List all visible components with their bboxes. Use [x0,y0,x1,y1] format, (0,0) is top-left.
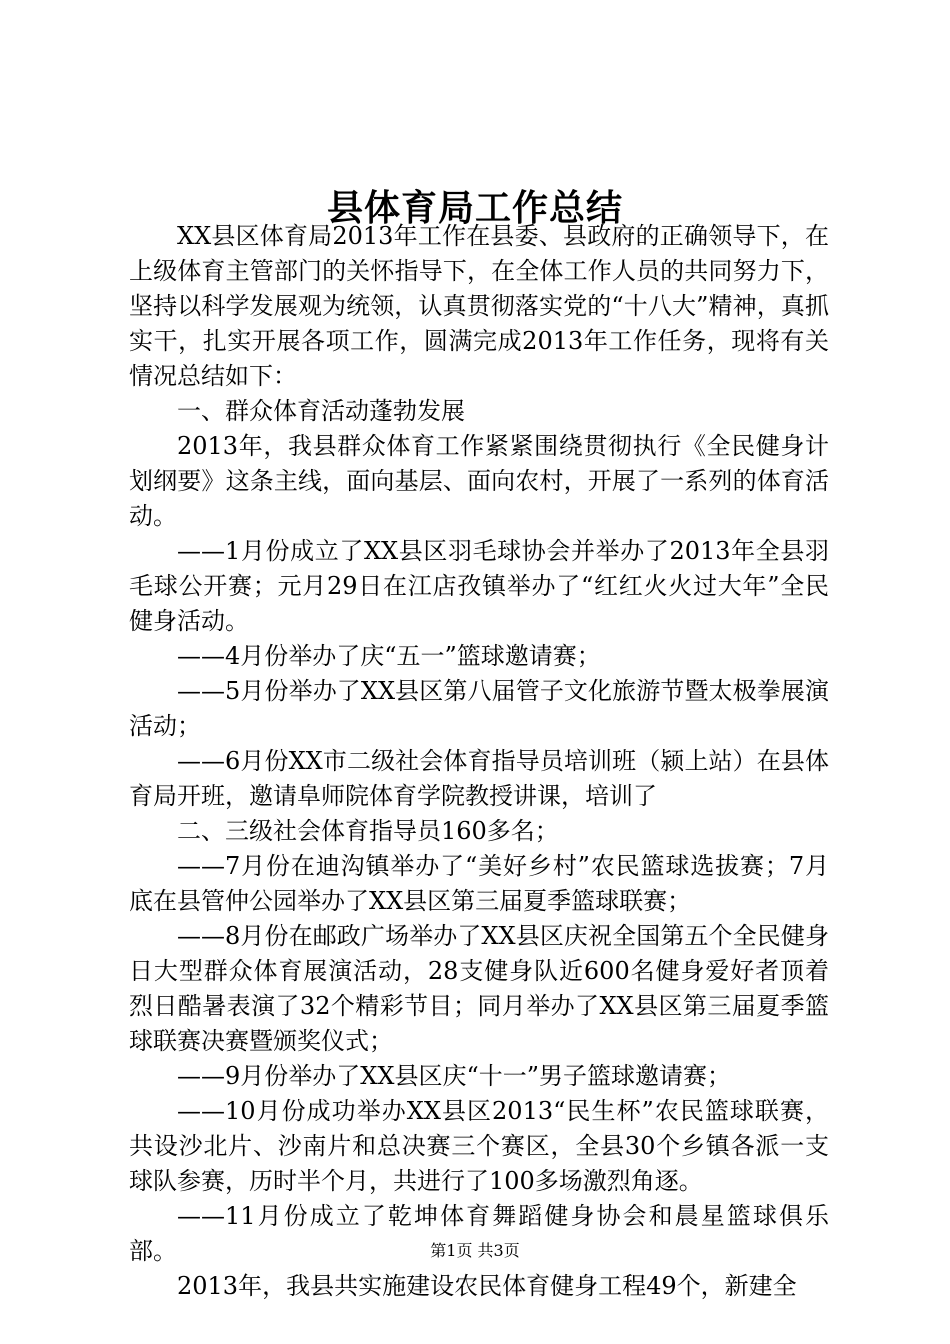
list-item-june: ——6月份XX市二级社会体育指导员培训班（颍上站）在县体育局开班，邀请阜师院体育学院教授讲课，培训了 [129,747,829,810]
page-footer: 第1页 共3页 [430,1241,520,1260]
section-heading-1: 一、群众体育活动蓬勃发展 [177,397,465,425]
list-item-november: ——11月份成立了乾坤体育舞蹈健身协会和晨星篮球俱乐部。 [129,1202,829,1265]
list-item-may: ——5月份举办了XX县区第八届管子文化旅游节暨太极拳展演活动； [129,677,829,740]
list-item-september: ——9月份举办了XX县区庆“十一”男子篮球邀请赛； [177,1062,731,1090]
list-item-august: ——8月份在邮政广场举办了XX县区庆祝全国第五个全民健身日大型群众体育展演活动，28支健身队近600名健身爱好者顶着烈日酷暑表演了32个精彩节目；同月举办了XX县区第三届夏季篮球联赛决赛暨颁奖仪式； [129,922,829,1055]
paragraph-overview: 2013年，我县群众体育工作紧紧围绕贯彻执行《全民健身计划纲要》这条主线，面向基层、面向农村，开展了一系列的体育活动。 [129,432,829,530]
paragraph-fitness-projects: 2013年，我县共实施建设农民体育健身工程49个，新建全 [177,1272,797,1300]
section-heading-2: 二、三级社会体育指导员160多名； [177,817,559,845]
list-item-january: ——1月份成立了XX县区羽毛球协会并举办了2013年全县羽毛球公开赛；元月29日在江店孜镇举办了“红红火火过大年”全民健身活动。 [129,537,829,635]
document-body [129,219,829,1304]
list-item-october: ——10月份成功举办XX县区2013“民生杯”农民篮球联赛，共设沙北片、沙南片和总决赛三个赛区，全县30个乡镇各派一支球队参赛，历时半个月，共进行了100多场激烈角逐。 [129,1097,829,1195]
paragraph-intro: XX县区体育局2013年工作在县委、县政府的正确领导下，在上级体育主管部门的关怀指导下，在全体工作人员的共同努力下，坚持以科学发展观为统领，认真贯彻落实党的“十八大”精神，真抓实干，扎实开展各项工作，圆满完成2013年工作任务，现将有关情况总结如下： [129,222,829,390]
list-item-april: ——4月份举办了庆“五一”篮球邀请赛； [177,642,601,670]
document-title: 县体育局工作总结 [326,187,623,229]
list-item-july: ——7月份在迪沟镇举办了“美好乡村”农民篮球选拔赛；7月底在县管仲公园举办了XX县区第三届夏季篮球联赛； [129,852,829,915]
